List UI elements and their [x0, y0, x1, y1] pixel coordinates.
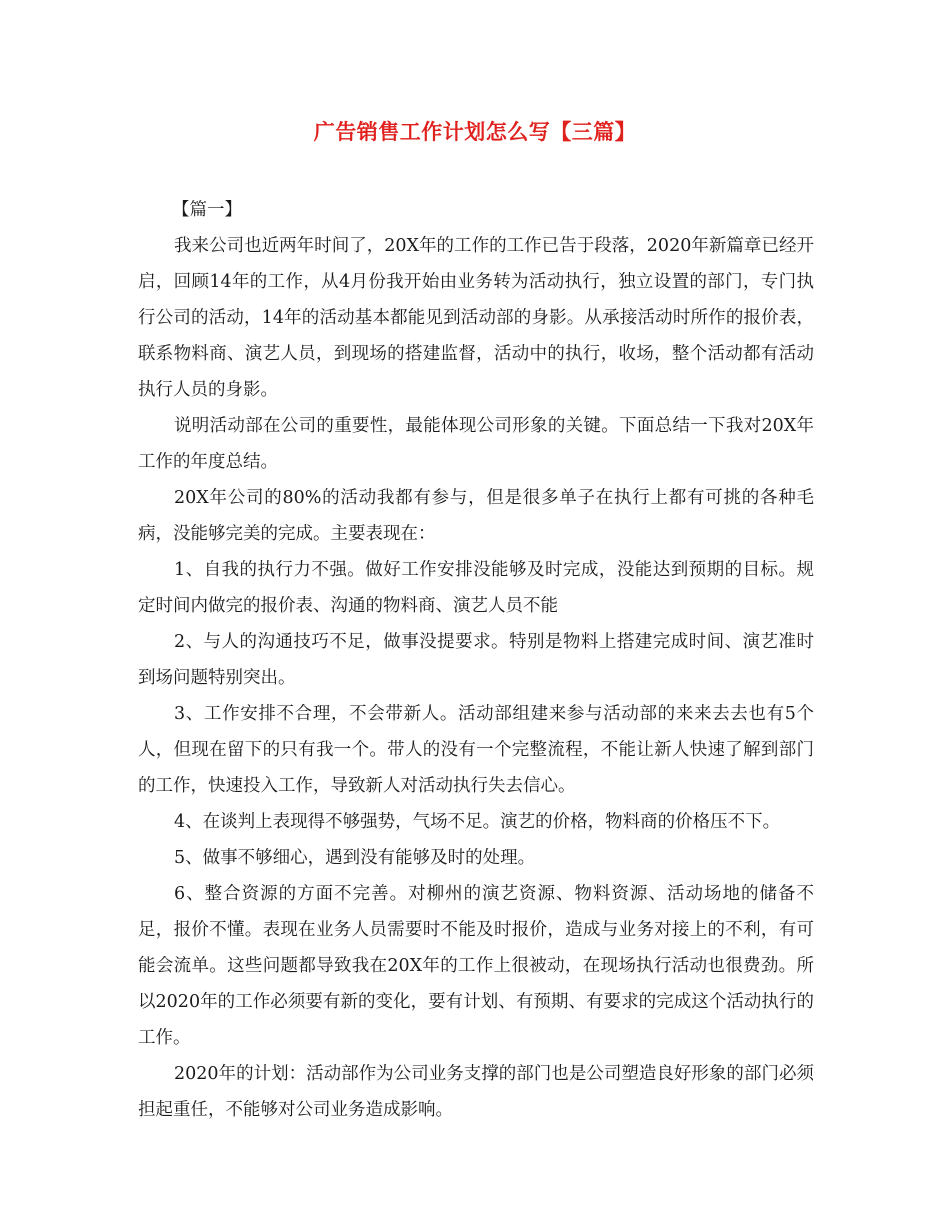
paragraph-item-5: 5、做事不够细心，遇到没有能够及时的处理。 [174, 848, 536, 868]
paragraph-intro: 我来公司也近两年时间了，20X年的工作的工作已告于段落，2020年新篇章已经开启，回顾14年的工作，从4月份我开始由业务转为活动执行，独立设置的部门，专门执行公司的活动，14年的活动基本都能见到活动部的身影。从承接活动时所作的报价表，联系物料商、演艺人员，到现场的搭建监督，活动中的执行，收场，整个活动都有活动执行人员的身影。 [138, 236, 814, 400]
document-title: 广告销售工作计划怎么写【三篇】 [313, 120, 637, 144]
document-body [138, 192, 814, 1128]
section-heading: 【篇一】 [172, 200, 242, 220]
paragraph-participation: 20X年公司的80%的活动我都有参与，但是很多单子在执行上都有可挑的各种毛病，没能够完美的完成。主要表现在： [138, 488, 814, 544]
paragraph-item-2: 2、与人的沟通技巧不足，做事没提要求。特别是物料上搭建完成时间、演艺准时到场问题特别突出。 [138, 632, 814, 688]
paragraph-item-3: 3、工作安排不合理，不会带新人。活动部组建来参与活动部的来来去去也有5个人，但现在留下的只有我一个。带人的没有一个完整流程，不能让新人快速了解到部门的工作，快速投入工作，导致新人对活动执行失去信心。 [138, 704, 814, 796]
paragraph-item-4: 4、在谈判上表现得不够强势，气场不足。演艺的价格，物料商的价格压不下。 [174, 812, 781, 832]
paragraph-item-1: 1、自我的执行力不强。做好工作安排没能够及时完成，没能达到预期的目标。规定时间内做完的报价表、沟通的物料商、演艺人员不能 [138, 560, 814, 616]
paragraph-plan: 2020年的计划：活动部作为公司业务支撑的部门也是公司塑造良好形象的部门必须担起重任，不能够对公司业务造成影响。 [138, 1064, 814, 1120]
paragraph-item-6: 6、整合资源的方面不完善。对柳州的演艺资源、物料资源、活动场地的储备不足，报价不懂。表现在业务人员需要时不能及时报价，造成与业务对接上的不利，有可能会流单。这些问题都导致我在20X年的工作上很被动，在现场执行活动也很费劲。所以2020年的工作必须要有新的变化，要有计划、有预期、有要求的完成这个活动执行的工作。 [138, 884, 814, 1048]
paragraph-importance: 说明活动部在公司的重要性，最能体现公司形象的关键。下面总结一下我对20X年工作的年度总结。 [138, 416, 814, 472]
